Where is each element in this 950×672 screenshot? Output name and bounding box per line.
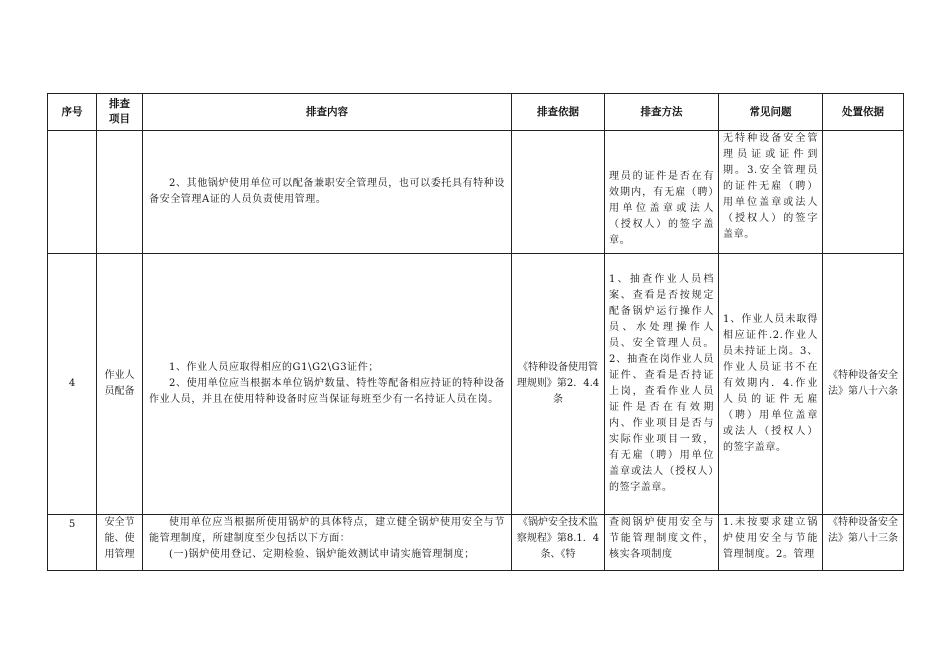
header-item: 排查 项目	[97, 94, 143, 131]
cell-issues: 无特种设备安全管理员证或证件到期。3.安全管理员的证件无雇（聘）用单位盖章或法人（授权人）的签字盖章。	[719, 131, 823, 254]
cell-method: 查阅锅炉使用安全与节能管理制度文件，核实各项制度	[605, 515, 719, 571]
header-no: 序号	[48, 94, 97, 131]
cell-disposal	[823, 131, 904, 254]
cell-content	[143, 254, 512, 515]
cell-method: 1、抽查作业人员档案、查看是否按规定配备锅炉运行操作人员、水处理操作人员、安全管理人员。2、抽查在岗作业人员证件、查看是否持证上岗，查看作业人员证件是否在有效期内、作业项目是否与实际作业项目一致，有无雇（聘）用单位盖章或法人（授权人）的签字盖章。	[605, 254, 719, 515]
cell-no: 4	[48, 254, 97, 515]
header-issues: 常见问题	[719, 94, 823, 131]
inspection-table	[47, 93, 904, 571]
header-method: 排查方法	[605, 94, 719, 131]
header-disposal: 处置依据	[823, 94, 904, 131]
cell-disposal: 《特种设备安全法》第八十六条	[823, 254, 904, 515]
content-line: 1、作业人员应取得相应的G1\G2\G3证件；	[169, 362, 379, 373]
cell-item: 作业人员配备	[97, 254, 143, 515]
content-line: 2、使用单位应当根据本单位锅炉数量、特性等配备相应持证的特种设备作业人员，并且在使用特种设备时应当保证每班至少有一名持证人员在岗。	[149, 378, 505, 405]
table-row	[48, 131, 904, 254]
table-row	[48, 515, 904, 571]
header-content: 排查内容	[143, 94, 512, 131]
cell-item: 安全节能、使用管理	[97, 515, 143, 571]
header-row	[48, 94, 904, 131]
content-line: 2、其他锅炉使用单位可以配备兼职安全管理员，也可以委托具有特种设备安全管理A证的人员负责使用管理。	[149, 178, 505, 205]
cell-no	[48, 131, 97, 254]
content-line: (一)锅炉使用登记、定期检验、锅炉能效测试申请实施管理制度；	[169, 549, 475, 560]
cell-item	[97, 131, 143, 254]
cell-no: 5	[48, 515, 97, 571]
cell-content	[143, 131, 512, 254]
cell-issues: 1、作业人员未取得相应证件.2.作业人员未持证上岗。3、作业人员证书不在有效期内．4.作业人员的证件无雇（聘）用单位盖章或法人（授权人）的签字盖章。	[719, 254, 823, 515]
content-line: 使用单位应当根据所使用锅炉的具体特点，建立健全锅炉使用安全与节能管理制度，所建制度至少包括以下方面：	[149, 517, 505, 544]
cell-method: 理员的证件是否在有效期内，有无雇（聘）用单位盖章或法人（授权人）的签字盖章。	[605, 131, 719, 254]
table-row	[48, 254, 904, 515]
cell-basis: 《锅炉安全技术监察规程》第8.1．4条、《特	[512, 515, 605, 571]
header-basis: 排查依据	[512, 94, 605, 131]
cell-basis: 《特种设备使用管理规则》第2．4.4条	[512, 254, 605, 515]
cell-disposal: 《特种设备安全法》第八十三条	[823, 515, 904, 571]
cell-basis	[512, 131, 605, 254]
cell-content	[143, 515, 512, 571]
cell-issues: 1.未按要求建立锅炉使用安全与节能管理制度。2。管理	[719, 515, 823, 571]
